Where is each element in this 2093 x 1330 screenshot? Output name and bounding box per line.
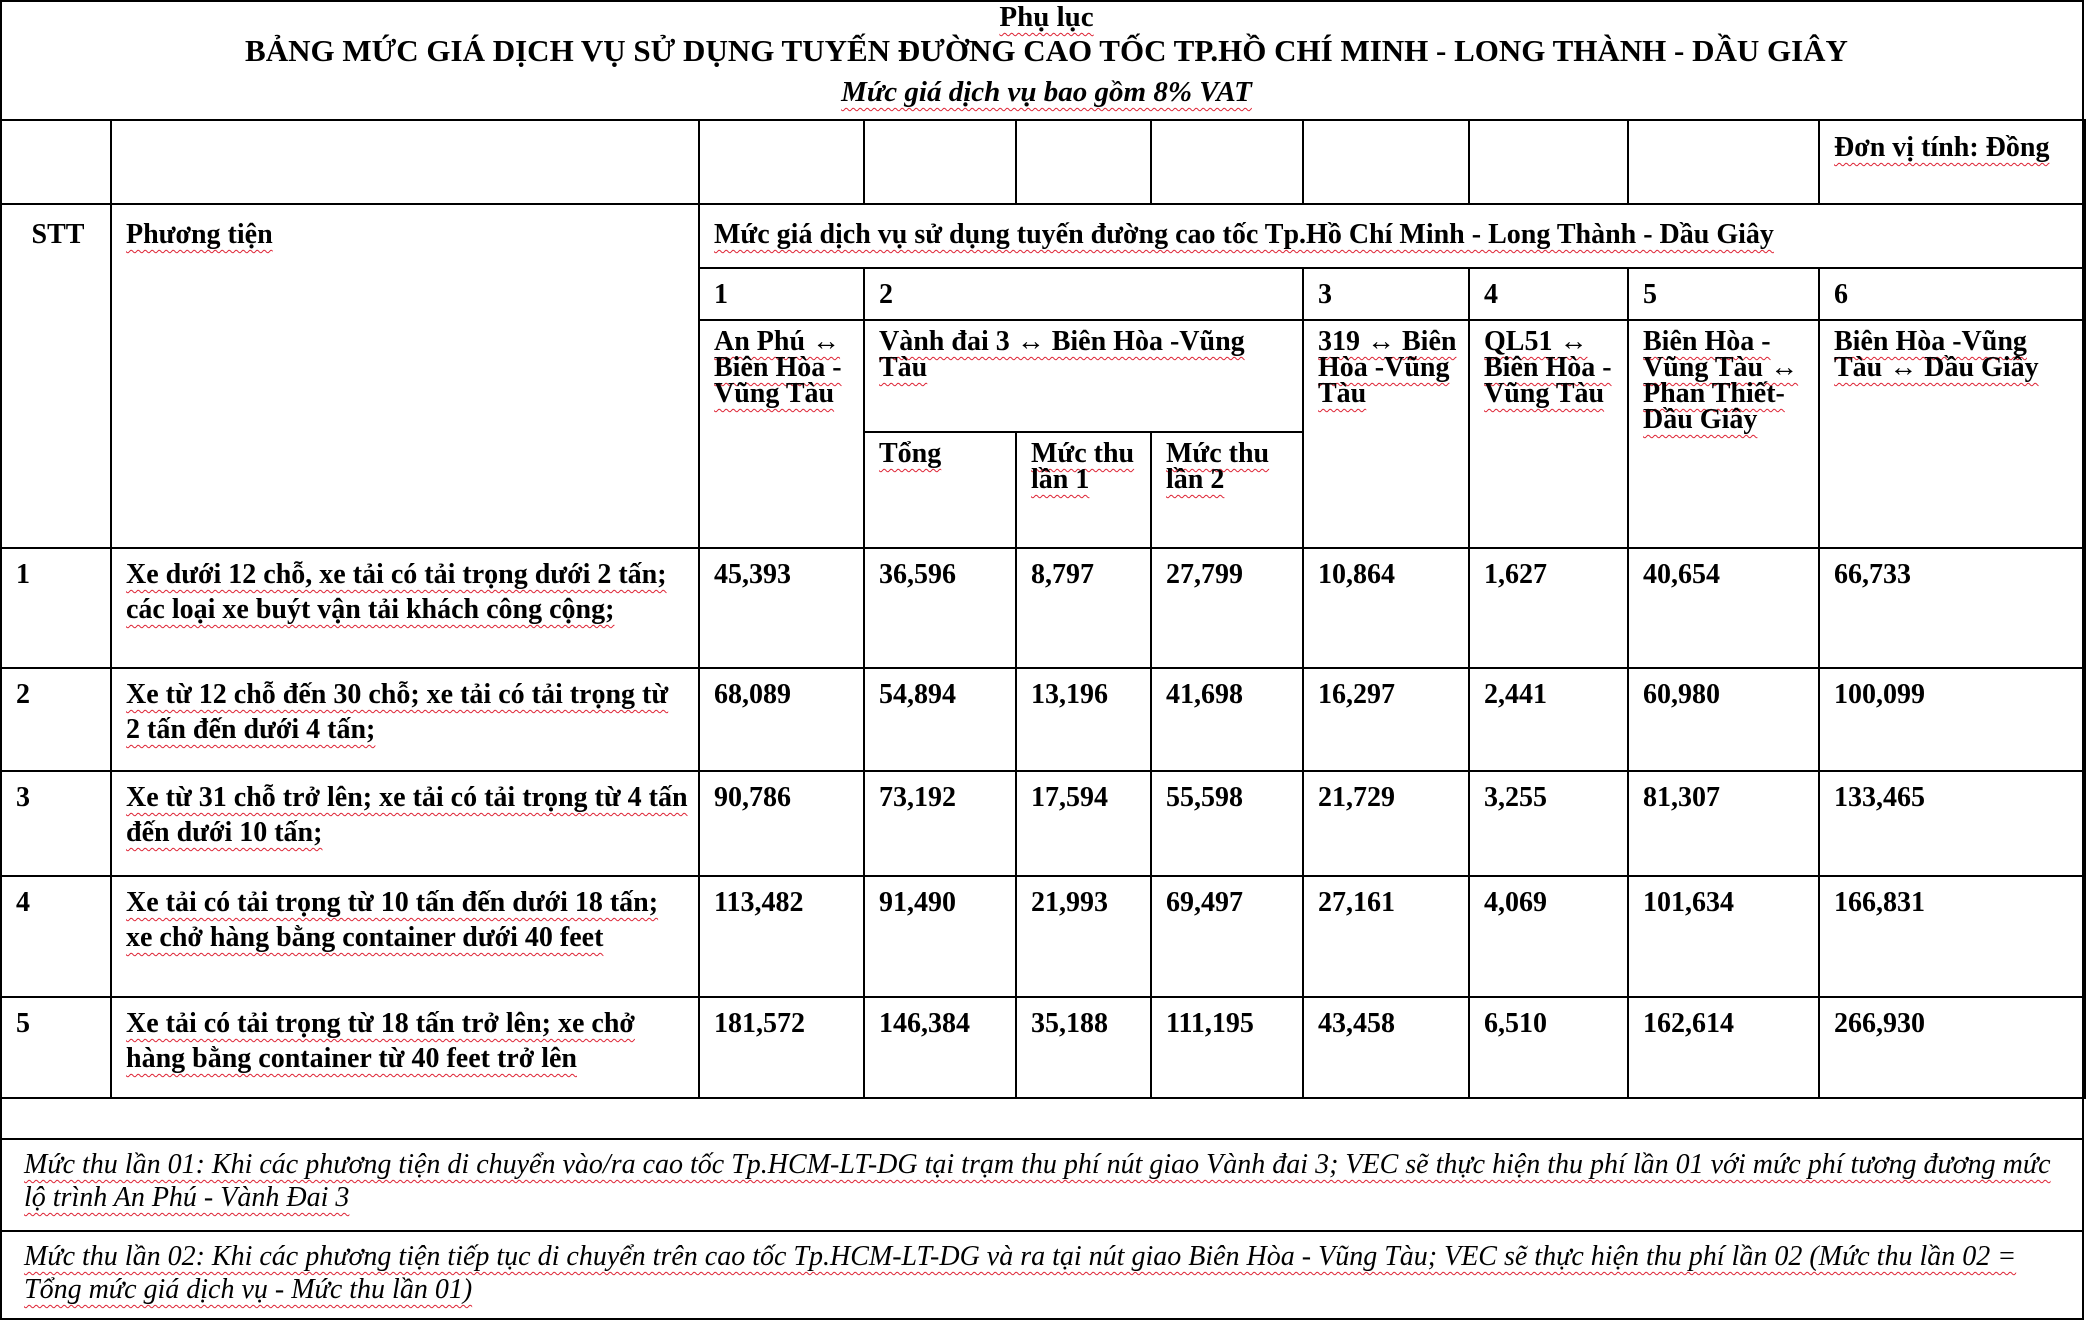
row-value: 10,864: [1303, 548, 1469, 668]
row-value: 21,993: [1016, 876, 1151, 997]
section-number-1: 1: [699, 268, 864, 320]
sub-second-header: [1151, 432, 1303, 548]
route-1-text: An Phú ↔ Biên Hòa -Vũng Tàu: [714, 326, 842, 409]
sub-first-text: Mức thu lần 1: [1031, 438, 1135, 495]
unit-label-cell: [1819, 120, 2085, 204]
row-value: 73,192: [864, 771, 1016, 876]
row-value: 66,733: [1819, 548, 2085, 668]
row-value: 41,698: [1151, 668, 1303, 771]
blank-cell: [1303, 120, 1469, 204]
blank-cell: [1469, 120, 1628, 204]
row-value: 43,458: [1303, 997, 1469, 1098]
row-value: 17,594: [1016, 771, 1151, 876]
note-first-text: Mức thu lần 01: Khi các phương tiện di chuyển vào/ra cao tốc Tp.HCM-LT-DG tại trạm thu phí nút giao Vành đai 3; VEC sẽ thực hiện thu phí lần 01 với mức phí tương đương mức lộ trình An Phú - Vành Đai 3: [24, 1149, 2051, 1213]
blank-cell: [1151, 120, 1303, 204]
row-vehicle-text: Xe dưới 12 chỗ, xe tải có tải trọng dưới 2 tấn; các loại xe buýt vận tải khách công cộng;: [126, 559, 667, 625]
route-4: [1469, 320, 1628, 548]
note-second-collection: [0, 1230, 2084, 1320]
row-vehicle: [111, 548, 699, 668]
row-value: 2,441: [1469, 668, 1628, 771]
vehicle-header-text: Phương tiện: [126, 219, 273, 250]
row-vehicle-text: Xe tải có tải trọng từ 10 tấn đến dưới 18 tấn; xe chở hàng bằng container dưới 40 feet: [126, 887, 659, 953]
route-3: [1303, 320, 1469, 548]
row-value: 60,980: [1628, 668, 1819, 771]
row-value: 36,596: [864, 548, 1016, 668]
appendix-label: Phụ lục: [999, 1, 1094, 33]
sub-total-text: Tổng: [879, 438, 942, 469]
table-row: [1, 771, 2085, 876]
route-4-text: QL51 ↔ Biên Hòa -Vũng Tàu: [1484, 326, 1612, 409]
row-value: 113,482: [699, 876, 864, 997]
row-value: 111,195: [1151, 997, 1303, 1098]
note-first-collection: [0, 1138, 2084, 1230]
row-value: 133,465: [1819, 771, 2085, 876]
row-value: 13,196: [1016, 668, 1151, 771]
row-stt: 1: [1, 548, 111, 668]
section-number-6: 6: [1819, 268, 2085, 320]
row-value: 54,894: [864, 668, 1016, 771]
page-title: BẢNG MỨC GIÁ DỊCH VỤ SỬ DỤNG TUYẾN ĐƯỜNG CAO TỐC TP.HỒ CHÍ MINH - LONG THÀNH - DẦU GIÂY: [245, 33, 1848, 68]
row-value: 6,510: [1469, 997, 1628, 1098]
section-number-3: 3: [1303, 268, 1469, 320]
row-value: 55,598: [1151, 771, 1303, 876]
vat-note-text: Mức giá dịch vụ bao gồm 8% VAT: [841, 76, 1252, 108]
row-value: 16,297: [1303, 668, 1469, 771]
route-1: [699, 320, 864, 548]
row-value: 101,634: [1628, 876, 1819, 997]
route-3-text: 319 ↔ Biên Hòa -Vũng Tàu: [1318, 326, 1457, 409]
unit-label: Đơn vị tính: Đồng: [1834, 132, 2050, 163]
route-5-text: Biên Hòa - Vũng Tàu ↔ Phan Thiết-Dầu Giây: [1643, 326, 1799, 435]
row-vehicle: [111, 668, 699, 771]
price-header: [699, 204, 2085, 268]
route-2-text: Vành đai 3 ↔ Biên Hòa -Vũng Tàu: [879, 326, 1245, 383]
row-value: 27,161: [1303, 876, 1469, 997]
blank-cell: [699, 120, 864, 204]
row-value: 166,831: [1819, 876, 2085, 997]
blank-cell: [864, 120, 1016, 204]
row-value: 21,729: [1303, 771, 1469, 876]
row-vehicle: [111, 997, 699, 1098]
blank-cell: [1628, 120, 1819, 204]
route-2: [864, 320, 1303, 432]
row-value: 81,307: [1628, 771, 1819, 876]
table-row: [1, 668, 2085, 771]
row-vehicle-text: Xe tải có tải trọng từ 18 tấn trở lên; xe chở hàng bằng container từ 40 feet trở lên: [126, 1008, 635, 1074]
table-row: [1, 876, 2085, 997]
note-second-text: Mức thu lần 02: Khi các phương tiện tiếp tục di chuyển trên cao tốc Tp.HCM-LT-DG và ra tại nút giao Biên Hòa - Vũng Tàu; VEC sẽ thực hiện thu phí lần 02 (Mức thu lần 02 = Tổng mức giá dịch vụ - Mức thu lần 01): [24, 1241, 2017, 1305]
section-number-2: 2: [864, 268, 1303, 320]
row-value: 40,654: [1628, 548, 1819, 668]
blank-cell: [1, 120, 111, 204]
row-value: 266,930: [1819, 997, 2085, 1098]
vehicle-header: [111, 204, 699, 548]
row-value: 68,089: [699, 668, 864, 771]
row-value: 162,614: [1628, 997, 1819, 1098]
row-stt: 2: [1, 668, 111, 771]
notes-section: [0, 1138, 2084, 1320]
row-value: 90,786: [699, 771, 864, 876]
row-value: 146,384: [864, 997, 1016, 1098]
sub-second-text: Mức thu lần 2: [1166, 438, 1270, 495]
stt-header: STT: [1, 204, 111, 548]
table-row: [1, 997, 2085, 1098]
route-6: [1819, 320, 2085, 548]
row-stt: 3: [1, 771, 111, 876]
row-vehicle-text: Xe từ 12 chỗ đến 30 chỗ; xe tải có tải trọng từ 2 tấn đến dưới 4 tấn;: [126, 679, 669, 745]
row-value: 8,797: [1016, 548, 1151, 668]
row-vehicle: [111, 771, 699, 876]
price-table: [0, 119, 2086, 1099]
price-header-text: Mức giá dịch vụ sử dụng tuyến đường cao tốc Tp.Hồ Chí Minh - Long Thành - Dầu Giây: [714, 219, 1774, 250]
row-value: 45,393: [699, 548, 864, 668]
table-row: [1, 548, 2085, 668]
row-value: 100,099: [1819, 668, 2085, 771]
blank-cell: [111, 120, 699, 204]
route-6-text: Biên Hòa -Vũng Tàu ↔ Dầu Giây: [1834, 326, 2039, 383]
row-value: 3,255: [1469, 771, 1628, 876]
vat-note: [0, 74, 2093, 110]
sub-total-header: [864, 432, 1016, 548]
row-vehicle: [111, 876, 699, 997]
row-value: 35,188: [1016, 997, 1151, 1098]
row-value: 181,572: [699, 997, 864, 1098]
row-vehicle-text: Xe từ 31 chỗ trở lên; xe tải có tải trọng từ 4 tấn đến dưới 10 tấn;: [126, 782, 688, 848]
row-value: 91,490: [864, 876, 1016, 997]
section-number-5: 5: [1628, 268, 1819, 320]
row-value: 1,627: [1469, 548, 1628, 668]
sub-first-header: [1016, 432, 1151, 548]
route-5: [1628, 320, 1819, 548]
blank-cell: [1016, 120, 1151, 204]
document-header: [0, 0, 2093, 120]
row-value: 69,497: [1151, 876, 1303, 997]
row-stt: 4: [1, 876, 111, 997]
row-value: 27,799: [1151, 548, 1303, 668]
row-stt: 5: [1, 997, 111, 1098]
section-number-4: 4: [1469, 268, 1628, 320]
row-value: 4,069: [1469, 876, 1628, 997]
